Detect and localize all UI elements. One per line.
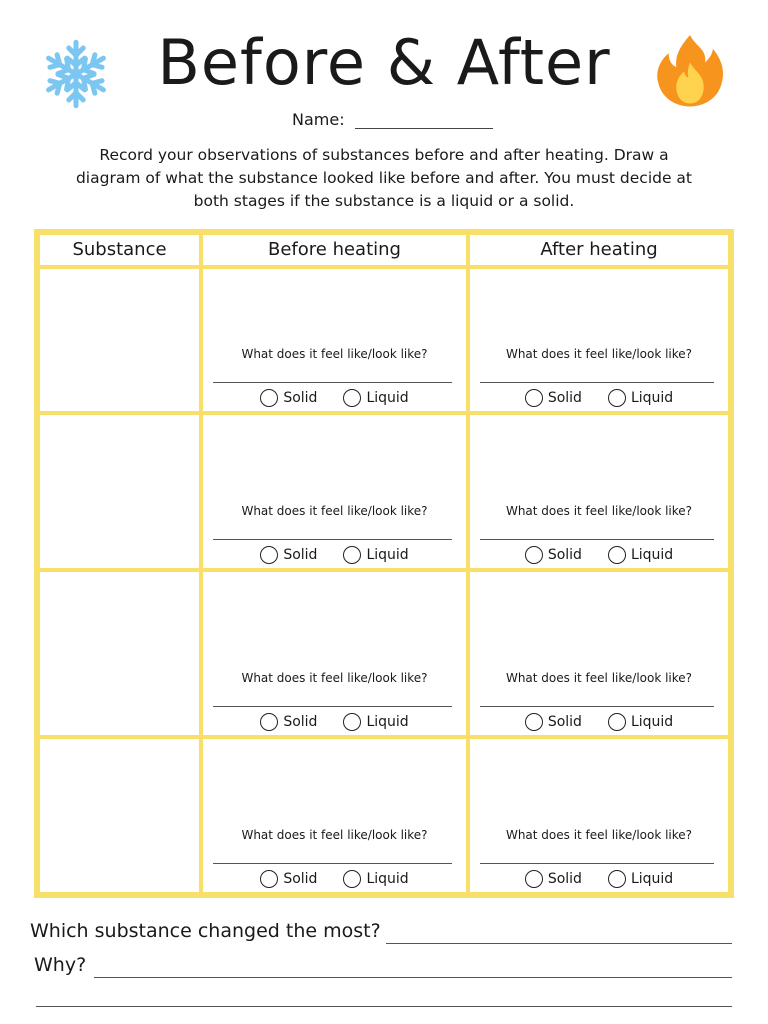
answer-line-extra[interactable] — [36, 1006, 732, 1007]
solid-radio[interactable] — [525, 546, 543, 564]
answer-line-why[interactable] — [94, 977, 732, 978]
solid-radio[interactable] — [260, 546, 278, 564]
solid-radio[interactable] — [525, 713, 543, 731]
answer-line[interactable] — [480, 382, 714, 383]
name-label: Name: — [292, 110, 345, 129]
state-choices — [470, 870, 728, 888]
after-cell[interactable] — [468, 413, 730, 570]
solid-radio[interactable] — [260, 389, 278, 407]
solid-label: Solid — [547, 871, 582, 887]
state-choices — [203, 389, 466, 407]
after-cell[interactable] — [468, 267, 730, 413]
liquid-label: Liquid — [366, 390, 409, 406]
after-cell[interactable] — [468, 737, 730, 894]
solid-radio[interactable] — [260, 870, 278, 888]
liquid-label: Liquid — [630, 547, 674, 563]
solid-choice[interactable] — [525, 713, 582, 731]
answer-line[interactable] — [213, 863, 452, 864]
question-why: Why? — [34, 954, 87, 976]
liquid-choice[interactable] — [343, 870, 408, 888]
before-cell[interactable] — [201, 267, 468, 413]
state-choices — [203, 870, 466, 888]
liquid-radio[interactable] — [608, 546, 626, 564]
solid-choice[interactable] — [260, 546, 317, 564]
header-substance: Substance — [38, 233, 201, 267]
substance-cell[interactable] — [38, 267, 201, 413]
liquid-radio[interactable] — [608, 870, 626, 888]
solid-label: Solid — [283, 714, 318, 730]
solid-label: Solid — [283, 390, 318, 406]
liquid-choice[interactable] — [608, 546, 673, 564]
answer-line-changed-most[interactable] — [386, 943, 732, 944]
liquid-radio[interactable] — [343, 713, 361, 731]
name-input-line[interactable] — [355, 112, 493, 129]
answer-line[interactable] — [213, 539, 452, 540]
liquid-radio[interactable] — [343, 389, 361, 407]
solid-label: Solid — [547, 390, 582, 406]
substance-cell[interactable] — [38, 413, 201, 570]
state-choices — [470, 546, 728, 564]
state-choices — [203, 713, 466, 731]
after-cell[interactable] — [468, 570, 730, 737]
answer-line[interactable] — [213, 382, 452, 383]
answer-line[interactable] — [480, 706, 714, 707]
liquid-choice[interactable] — [608, 870, 673, 888]
observation-question: What does it feel like/look like? — [505, 504, 693, 518]
solid-radio[interactable] — [525, 389, 543, 407]
solid-choice[interactable] — [525, 870, 582, 888]
before-cell[interactable] — [201, 570, 468, 737]
substance-cell[interactable] — [38, 737, 201, 894]
liquid-choice[interactable] — [343, 389, 408, 407]
liquid-label: Liquid — [366, 871, 409, 887]
liquid-choice[interactable] — [608, 713, 673, 731]
answer-line[interactable] — [480, 863, 714, 864]
observation-question: What does it feel like/look like? — [241, 347, 428, 361]
solid-label: Solid — [283, 547, 318, 563]
observation-question: What does it feel like/look like? — [505, 828, 693, 842]
page-title: Before & After — [157, 26, 611, 99]
observation-question: What does it feel like/look like? — [505, 671, 693, 685]
solid-choice[interactable] — [260, 870, 317, 888]
header-before-heating: Before heating — [201, 233, 468, 267]
observation-table — [34, 229, 734, 898]
liquid-label: Liquid — [366, 547, 409, 563]
liquid-choice[interactable] — [343, 713, 408, 731]
name-field-row — [292, 110, 493, 129]
solid-label: Solid — [547, 714, 582, 730]
solid-radio[interactable] — [260, 713, 278, 731]
solid-choice[interactable] — [525, 546, 582, 564]
liquid-label: Liquid — [630, 390, 674, 406]
liquid-radio[interactable] — [608, 713, 626, 731]
liquid-label: Liquid — [630, 714, 674, 730]
observation-question: What does it feel like/look like? — [241, 828, 428, 842]
answer-line[interactable] — [480, 539, 714, 540]
liquid-radio[interactable] — [608, 389, 626, 407]
solid-radio[interactable] — [525, 870, 543, 888]
state-choices — [470, 713, 728, 731]
observation-question: What does it feel like/look like? — [241, 671, 428, 685]
liquid-radio[interactable] — [343, 546, 361, 564]
state-choices — [470, 389, 728, 407]
liquid-choice[interactable] — [608, 389, 673, 407]
header-after-heating: After heating — [468, 233, 730, 267]
liquid-label: Liquid — [366, 714, 409, 730]
before-cell[interactable] — [201, 413, 468, 570]
answer-line[interactable] — [213, 706, 452, 707]
liquid-label: Liquid — [630, 871, 674, 887]
solid-choice[interactable] — [260, 389, 317, 407]
solid-choice[interactable] — [525, 389, 582, 407]
instructions: Record your observations of substances before and after heating. Draw a diagram of what the substance looked like before and after. You must decide at both stages if the substance is a liquid or a solid. — [75, 146, 693, 210]
solid-choice[interactable] — [260, 713, 317, 731]
solid-label: Solid — [283, 871, 318, 887]
observation-question: What does it feel like/look like? — [505, 347, 693, 361]
state-choices — [203, 546, 466, 564]
liquid-choice[interactable] — [343, 546, 408, 564]
solid-label: Solid — [547, 547, 582, 563]
liquid-radio[interactable] — [343, 870, 361, 888]
substance-cell[interactable] — [38, 570, 201, 737]
question-changed-most: Which substance changed the most? — [30, 920, 381, 942]
before-cell[interactable] — [201, 737, 468, 894]
fire-icon — [652, 32, 728, 108]
observation-question: What does it feel like/look like? — [241, 504, 428, 518]
